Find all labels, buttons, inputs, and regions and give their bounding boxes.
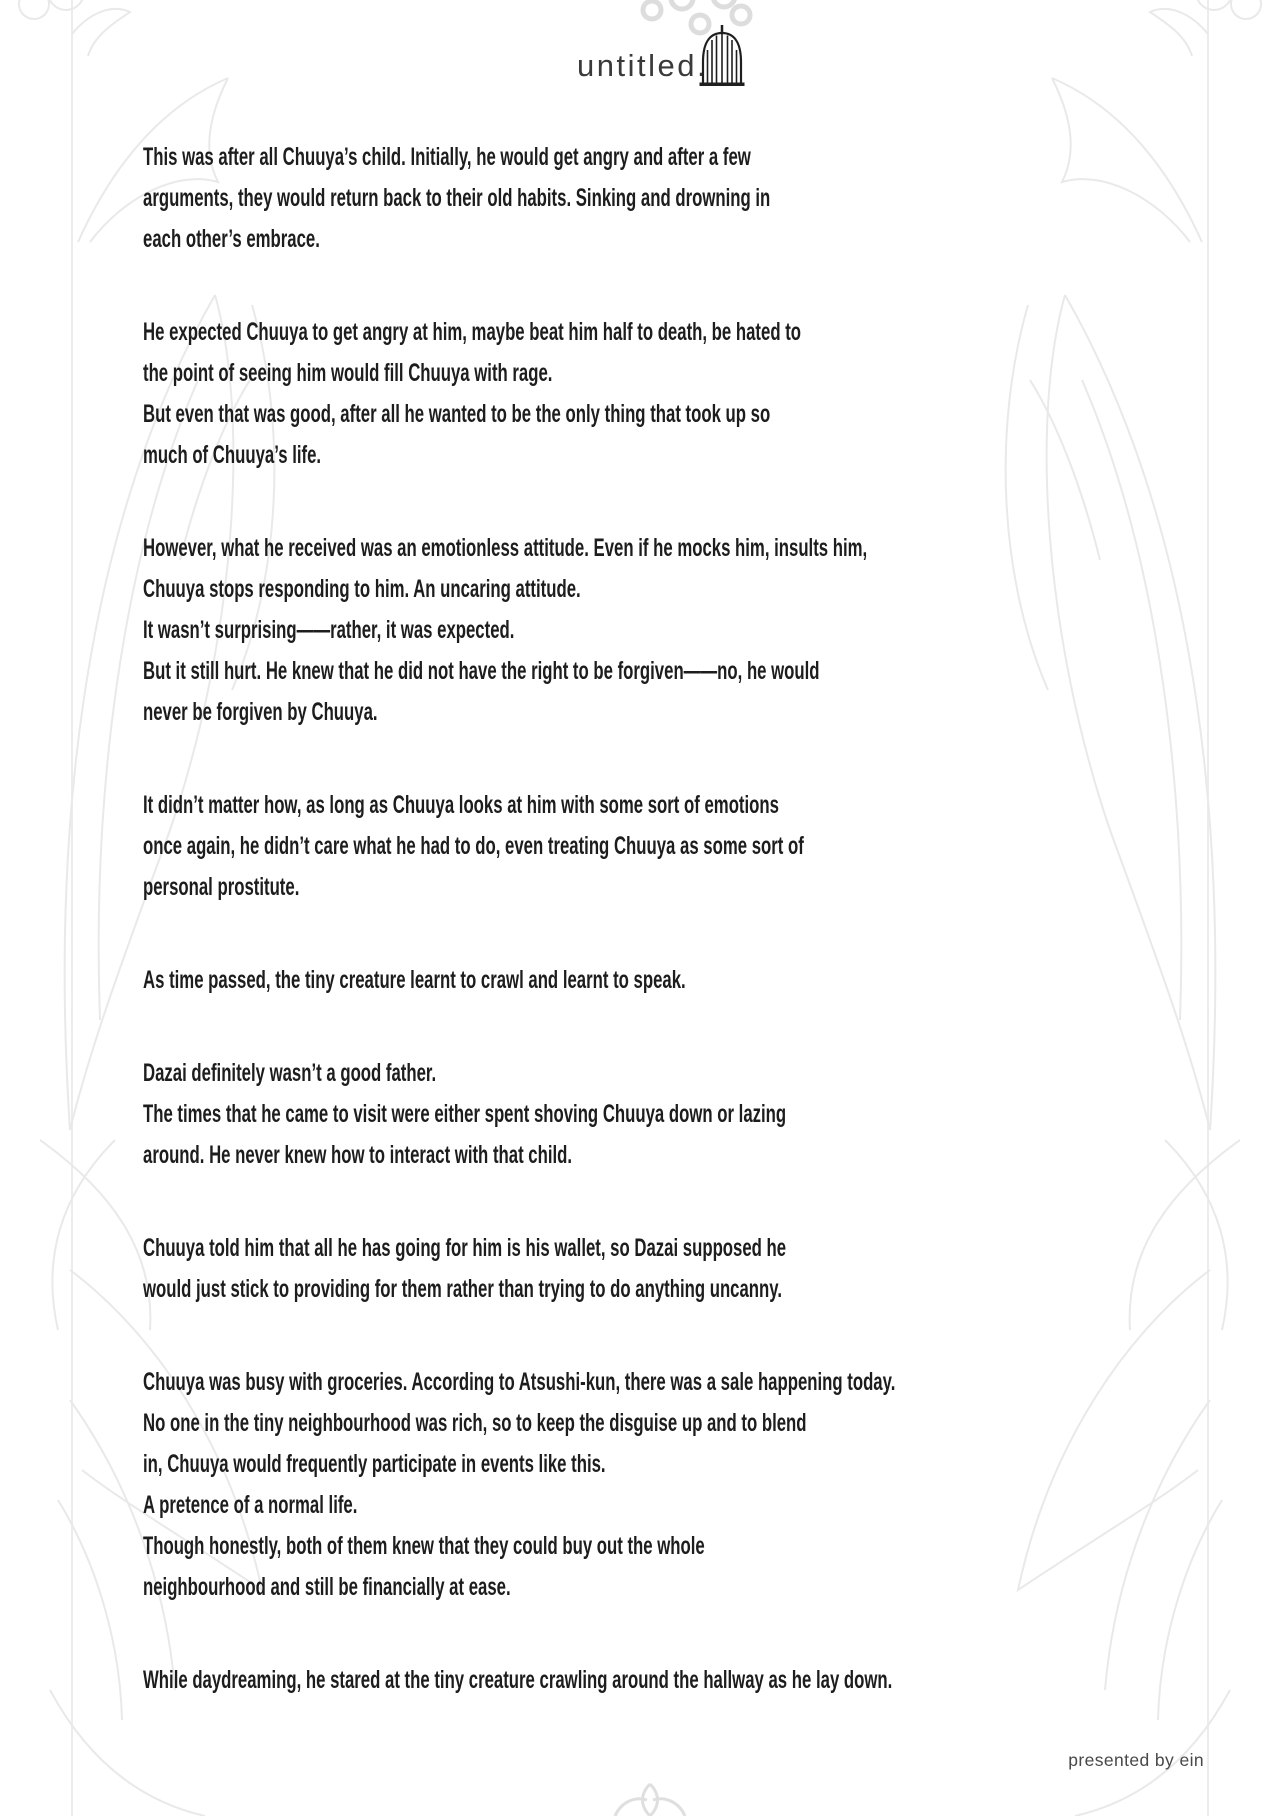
paragraph <box>143 1228 1054 1310</box>
paragraph <box>143 1053 1054 1176</box>
paragraph <box>143 1660 1054 1701</box>
text-line: in, Chuuya would frequently participate in events like this. <box>143 1450 606 1478</box>
page-title: untitled. <box>577 48 709 83</box>
text-line: never be forgiven by Chuuya. <box>143 698 378 726</box>
text-line: No one in the tiny neighbourhood was rich, so to keep the disguise up and to blend <box>143 1409 807 1437</box>
text-line: It didn’t matter how, as long as Chuuya looks at him with some sort of emotions <box>143 791 779 819</box>
text-line: He expected Chuuya to get angry at him, maybe beat him half to death, be hated to <box>143 318 802 346</box>
credit-text: presented by ein <box>1068 1750 1204 1770</box>
text-line: A pretence of a normal life. <box>143 1491 358 1519</box>
text-line: arguments, they would return back to their old habits. Sinking and drowning in <box>143 184 771 212</box>
text-line: the point of seeing him would fill Chuuya with rage. <box>143 359 553 387</box>
text-line: Dazai definitely wasn’t a good father. <box>143 1059 437 1087</box>
flower-cluster-icon <box>612 0 782 50</box>
text-line: Chuuya told him that all he has going for him is his wallet, so Dazai supposed he <box>143 1234 787 1262</box>
text-line: would just stick to providing for them rather than trying to do anything uncanny. <box>143 1275 783 1303</box>
paragraph <box>143 137 1054 260</box>
text-line: once again, he didn’t care what he had to do, even treating Chuuya as some sort of <box>143 832 804 860</box>
text-line: This was after all Chuuya’s child. Initially, he would get angry and after a few <box>143 143 751 171</box>
text-line: each other’s embrace. <box>143 225 320 253</box>
fleur-de-lis-icon <box>585 1782 715 1816</box>
text-line: much of Chuuya’s life. <box>143 441 322 469</box>
text-line: Chuuya stops responding to him. An uncaring attitude. <box>143 575 581 603</box>
text-line: However, what he received was an emotionless attitude. Even if he mocks him, insults him, <box>143 534 868 562</box>
paragraph <box>143 1362 1054 1608</box>
text-line: But it still hurt. He knew that he did not have the right to be forgiven——no, he would <box>143 657 820 685</box>
text-line: While daydreaming, he stared at the tiny creature crawling around the hallway as he lay down. <box>143 1666 893 1694</box>
text-line: It wasn’t surprising——rather, it was expected. <box>143 616 515 644</box>
text-line: personal prostitute. <box>143 873 300 901</box>
birdcage-icon <box>699 24 745 88</box>
text-line: As time passed, the tiny creature learnt to crawl and learnt to speak. <box>143 966 686 994</box>
text-line: The times that he came to visit were either spent shoving Chuuya down or lazing <box>143 1100 787 1128</box>
text-line: neighbourhood and still be financially at ease. <box>143 1573 511 1601</box>
text-line: Though honestly, both of them knew that they could buy out the whole <box>143 1532 705 1560</box>
body-text <box>143 137 1054 1753</box>
paragraph <box>143 528 1054 733</box>
text-line: But even that was good, after all he wanted to be the only thing that took up so <box>143 400 771 428</box>
text-line: Chuuya was busy with groceries. According to Atsushi-kun, there was a sale happening today. <box>143 1368 896 1396</box>
paragraph <box>143 785 1054 908</box>
paragraph <box>143 960 1054 1001</box>
text-line: around. He never knew how to interact with that child. <box>143 1141 573 1169</box>
paragraph <box>143 312 1054 476</box>
